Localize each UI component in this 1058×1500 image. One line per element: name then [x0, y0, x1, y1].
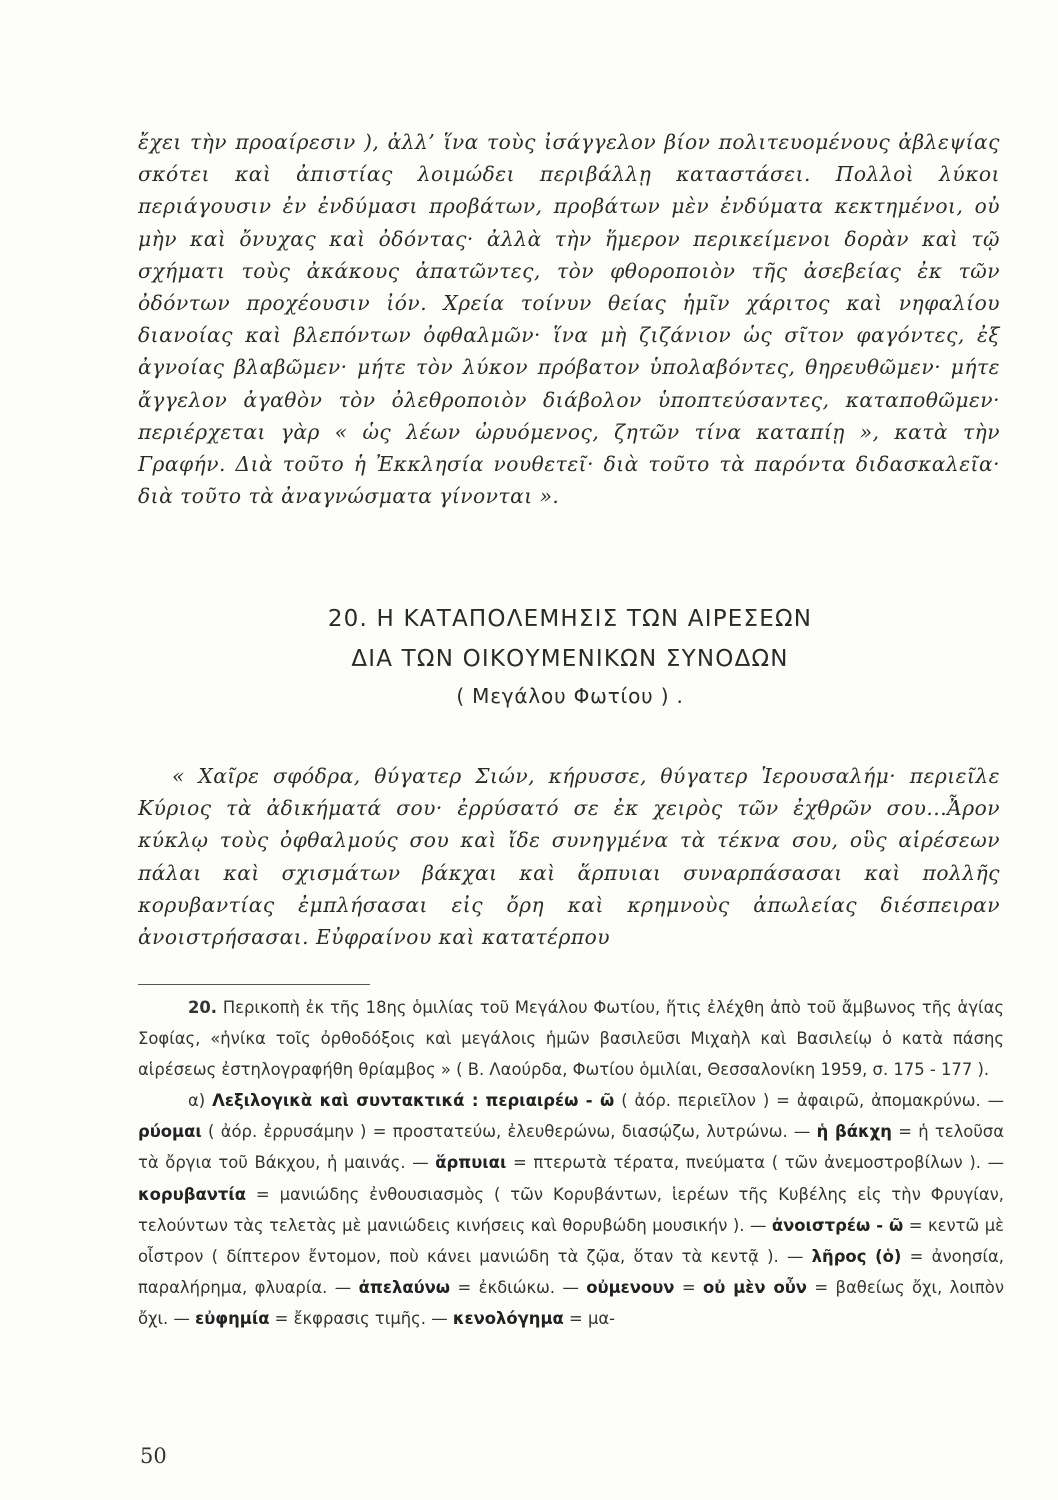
- glossary-definition: = μανιώδης ἐνθουσιασμὸς ( τῶν Κορυβάντων, ἱερέων τῆς Κυβέλης εἰς τὴν Φρυγίαν, τελούντων τὰς τελετὰς μὲ μανιώδεις κινήσεις καὶ θορυβώδη μουσικήν ). —: [138, 1184, 1004, 1235]
- footnote-glossary: [138, 1085, 1004, 1334]
- glossary-term: ἀνοιστρέω - ῶ: [771, 1215, 904, 1235]
- intro-text: ἔχει τὴν προαίρεσιν ), ἀλλ’ ἵνα τοὺς ἰσάγγελον βίον πολιτευομένους ἀβλεψίας σκότει καὶ ἀπιστίας λοιμώδει περιβάλλῃ καταστάσει. Πολλοὶ λύκοι περιάγουσιν ἐν ἐνδύμασι προβάτων, προβάτων μὲν ἐνδύματα κεκτημένοι, οὐ μὴν καὶ ὄνυχας καὶ ὀδόντας· ἀλλὰ τὴν ἥμερον περικείμενοι δορὰν καὶ τῷ σχήματι τοὺς ἀκάκους ἀπατῶντες, τὸν φθοροποιὸν τῆς ἀσεβείας ἐκ τῶν ὀδόντων προχέουσιν ἰόν. Χρεία τοίνυν θείας ἡμῖν χάριτος καὶ νηφαλίου διανοίας καὶ βλεπόντων ὀφθαλμῶν· ἵνα μὴ ζιζάνιον ὡς σῖτον φαγόντες, ἐξ ἀγνοίας βλαβῶμεν· μήτε τὸν λύκον πρόβατον ὑπολαβόντες, θηρευθῶμεν· μήτε ἄγγελον ἀγαθὸν τὸν ὀλεθροποιὸν διάβολον ὑποπτεύσαντες, καταποθῶμεν· περιέρχεται γὰρ « ὡς λέων ὠρυόμενος, ζητῶν τίνα καταπίῃ », κατὰ τὴν Γραφήν. Διὰ τοῦτο ἡ Ἐκκλησία νουθετεῖ· διὰ τοῦτο τὰ παρόντα διδασκαλεῖα· διὰ τοῦτο τὰ ἀναγνώσματα γίνονται ».: [138, 130, 1000, 509]
- glossary-term: ἀπελαύνω: [358, 1277, 451, 1297]
- glossary-term: εὐφημία: [195, 1308, 270, 1328]
- glossary-definition: = πτερωτὰ τέρατα, πνεύματα ( τῶν ἀνεμοστροβίλων ). —: [506, 1153, 1004, 1173]
- section-heading-line-1: 20. Η ΚΑΤΑΠΟΛΕΜΗΣΙΣ ΤΩΝ ΑΙΡΕΣΕΩΝ: [327, 606, 813, 632]
- footnote-number: 20.: [188, 998, 218, 1017]
- glossary-definition: =: [674, 1277, 703, 1297]
- glossary-term: ἅρπυιαι: [435, 1153, 507, 1173]
- glossary-term: οὐ μὲν οὖν: [702, 1277, 807, 1297]
- glossary-term: λῆρος (ὁ): [811, 1246, 902, 1266]
- footnote-text: Περικοπὴ ἐκ τῆς 18ης ὁμιλίας τοῦ Μεγάλου Φωτίου, ἥτις ἐλέχθη ἀπὸ τοῦ ἄμβωνος τῆς ἁγίας Σοφίας, «ἡνίκα τοῖς ὀρθοδόξοις καὶ μεγάλοις ἡμῶν βασιλεῦσι Μιχαὴλ καὶ Βασιλείῳ ὁ κατὰ πάσης αἱρέσεως ἐστηλογραφήθη θρίαμβος » ( Β. Λαούρδα, Φωτίου ὁμιλίαι, Θεσσαλονίκη 1959, σ. 175 - 177 ).: [138, 998, 1004, 1080]
- glossary-term: ἡ βάκχη: [816, 1122, 892, 1142]
- quote-paragraph: [138, 760, 1000, 953]
- glossary-definition: = ἔκφρασις τιμῆς. —: [269, 1308, 453, 1328]
- glossary-definition: ( ἀόρ. ἐρρυσάμην ) = προστατεύω, ἐλευθερώνω, διασῴζω, λυτρώνω. —: [201, 1122, 817, 1142]
- glossary-definition: = ἐκδιώκω. —: [450, 1277, 587, 1297]
- footnotes: [138, 992, 1004, 1334]
- glossary-definition: = κεντῶ μὲ οἶστρον ( δίπτερον ἔντομον, ποὺ κάνει μανιώδη τὰ ζῷα, ὅταν τὰ κεντᾷ ). —: [138, 1215, 1005, 1266]
- glossary-definition: = ἡ τελοῦσα τὰ ὄργια τοῦ Βάκχου, ἡ μαινάς. —: [138, 1122, 1004, 1173]
- glossary-definition: = μα-: [563, 1308, 616, 1328]
- glossary-term: κενολόγημα: [452, 1308, 564, 1328]
- glossary-term: κορυβαντία: [138, 1184, 246, 1204]
- glossary-definition: = βαθείως ὄχι, λοιπὸν ὄχι. —: [138, 1277, 1004, 1328]
- quote-text: « Χαῖρε σφόδρα, θύγατερ Σιών, κήρυσσε, θύγατερ Ἱερουσαλήμ· περιεῖλε Κύριος τὰ ἀδικήματά σου· ἐρρύσατό σε ἐκ χειρὸς τῶν ἐχθρῶν σου...Ἆρον κύκλῳ τοὺς ὀφθαλμούς σου καὶ ἴδε συνηγμένα τὰ τέκνα σου, οὓς αἱρέσεων πάλαι καὶ σχισμάτων βάκχαι καὶ ἅρπυιαι συναρπάσασαι καὶ πολλῆς κορυβαντίας ἐμπλήσασαι εἰς ὄρη καὶ κρημνοὺς ἀπωλείας διέσπειραν ἀνοιστρήσασαι. Εὐφραίνου καὶ κατατέρπου: [138, 764, 1000, 950]
- footnote-separator: [138, 984, 370, 985]
- glossary-term: Λεξιλογικὰ καὶ συντακτικά :: [212, 1091, 479, 1111]
- page-number: 50: [140, 1444, 167, 1468]
- section-heading-line-2: ΔΙΑ ΤΩΝ ΟΙΚΟΥΜΕΝΙΚΩΝ ΣΥΝΟΔΩΝ: [351, 646, 789, 672]
- glossary-definition: = ἀνοησία, παραλήρημα, φλυαρία. —: [138, 1246, 1005, 1297]
- glossary-term: οὐμενουν: [586, 1277, 675, 1297]
- glossary-term: περιαιρέω - ῶ: [485, 1091, 615, 1111]
- glossary-definition: α): [188, 1091, 213, 1111]
- section-subtitle: ( Μεγάλου Φωτίου ) .: [456, 684, 684, 708]
- glossary-term: ρύομαι: [138, 1122, 202, 1142]
- intro-paragraph: [138, 126, 1000, 512]
- footnote-20: [138, 992, 1004, 1085]
- glossary-definition: ( ἀόρ. περιεῖλον ) = ἀφαιρῶ, ἀπομακρύνω. —: [614, 1091, 1004, 1111]
